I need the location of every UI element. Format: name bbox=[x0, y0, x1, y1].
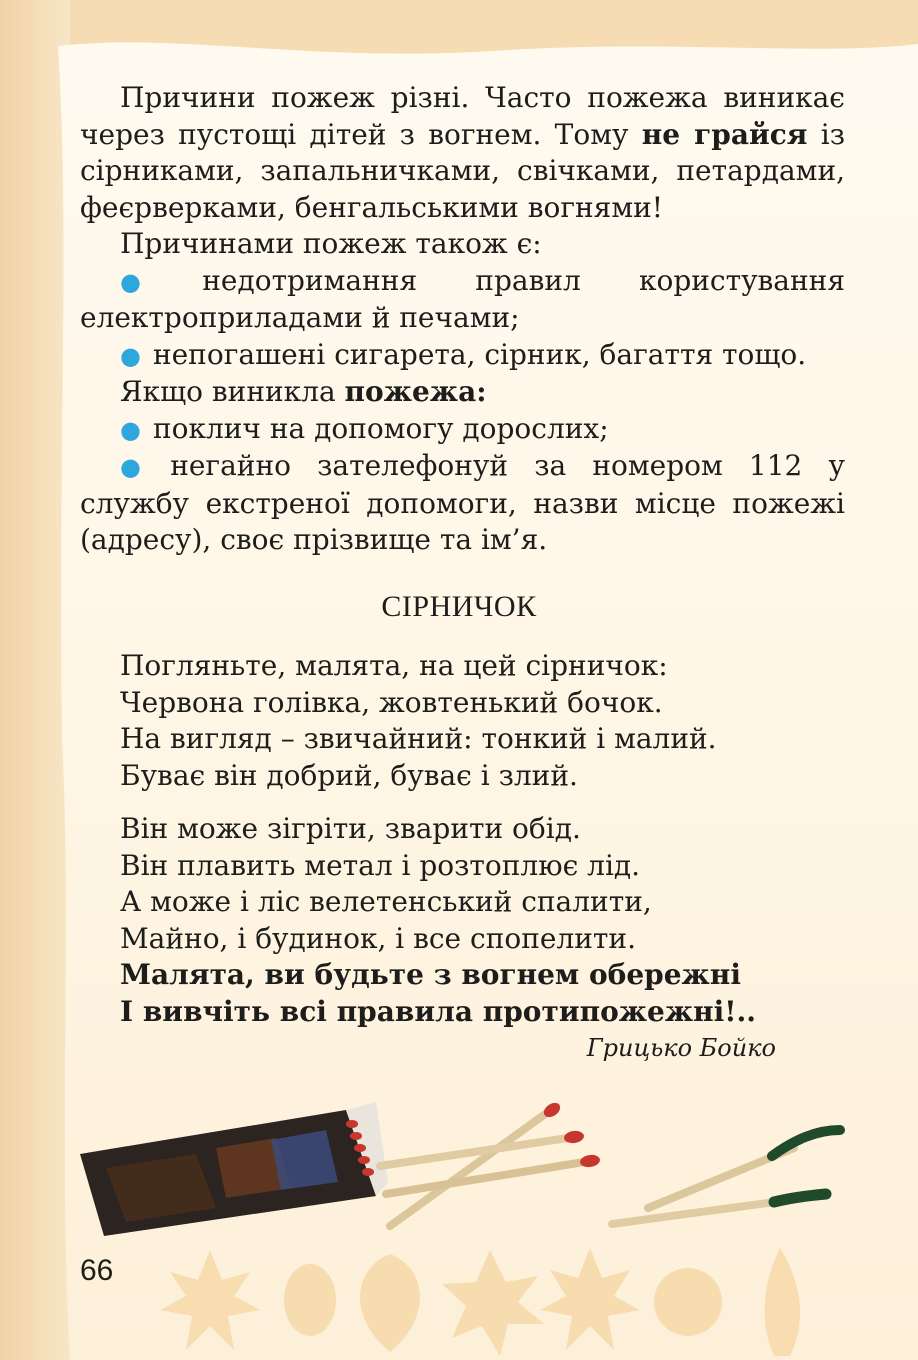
cause-text: недотримання правил користування електроприладами й печами; bbox=[80, 263, 845, 334]
action-item bbox=[80, 411, 845, 449]
bullet-icon: ● bbox=[120, 341, 141, 370]
action-text: негайно зателефонуй за номером 112 у службу екстреної допомоги, назви місце пожежі (адресу), своє прізвище та ім’я. bbox=[80, 449, 845, 556]
poem-line: Він може зігріти, зварити обід. bbox=[120, 812, 581, 845]
poem-stanza-1 bbox=[120, 648, 860, 794]
if-start: Якщо виникла bbox=[120, 375, 345, 408]
paragraph-if-fire bbox=[80, 374, 845, 411]
page-number: 66 bbox=[80, 1254, 114, 1287]
if-bold: пожежа: bbox=[344, 375, 487, 408]
paragraph-also: Причинами пожеж також є: bbox=[120, 227, 542, 260]
p1-start: Причини пожеж різні. Часто пожежа виникає через пустощі дітей з вогнем. Тому bbox=[80, 81, 845, 151]
cause-text: непогашені сигарета, сірник, багаття тощо. bbox=[152, 337, 807, 371]
leaves-decoration bbox=[160, 1240, 850, 1360]
p1-bold: не грайся bbox=[641, 117, 808, 151]
poem-line: Він плавить метал і розтоплює лід. bbox=[120, 848, 641, 882]
bullet-icon: ● bbox=[120, 453, 159, 481]
bullet-icon: ● bbox=[120, 267, 191, 296]
poem-title: СІРНИЧОК bbox=[381, 590, 537, 623]
poem-line-bold: Малята, ви будьте з вогнем обережні bbox=[120, 958, 741, 991]
poem-line: Червона голівка, жовтенький бочок. bbox=[120, 685, 663, 719]
p1-end: із сірниками, запальничками, свічками, петардами, феєрверками, бенгальськими вогнями! bbox=[80, 117, 845, 224]
paragraph-causes bbox=[80, 80, 845, 226]
poem-line: Буває він добрий, буває і злий. bbox=[120, 758, 578, 792]
poem-author: Грицько Бойко bbox=[586, 1034, 776, 1062]
poem-line: На вигляд – звичайний: тонкий і малий. bbox=[120, 722, 717, 755]
matchbox-image bbox=[76, 1098, 396, 1238]
poem-line: Майно, і будинок, і все спопелити. bbox=[120, 921, 636, 955]
intro-text bbox=[80, 80, 845, 559]
action-text: поклич на допомогу дорослих; bbox=[152, 411, 609, 445]
poem-line: Погляньте, малята, на цей сірничок: bbox=[120, 649, 668, 682]
burnt-matches-image bbox=[604, 1120, 850, 1232]
action-item bbox=[80, 448, 845, 559]
cause-item bbox=[80, 263, 845, 337]
cause-item bbox=[80, 337, 845, 375]
left-margin-strip bbox=[0, 0, 70, 1360]
poem-line-bold: І вивчіть всі правила протипожежні!.. bbox=[120, 994, 757, 1028]
matches-image bbox=[372, 1100, 602, 1236]
poem-line: А може і ліс велетенський спалити, bbox=[120, 885, 652, 918]
poem-stanza-2 bbox=[120, 811, 860, 1030]
bullet-icon: ● bbox=[120, 415, 141, 444]
